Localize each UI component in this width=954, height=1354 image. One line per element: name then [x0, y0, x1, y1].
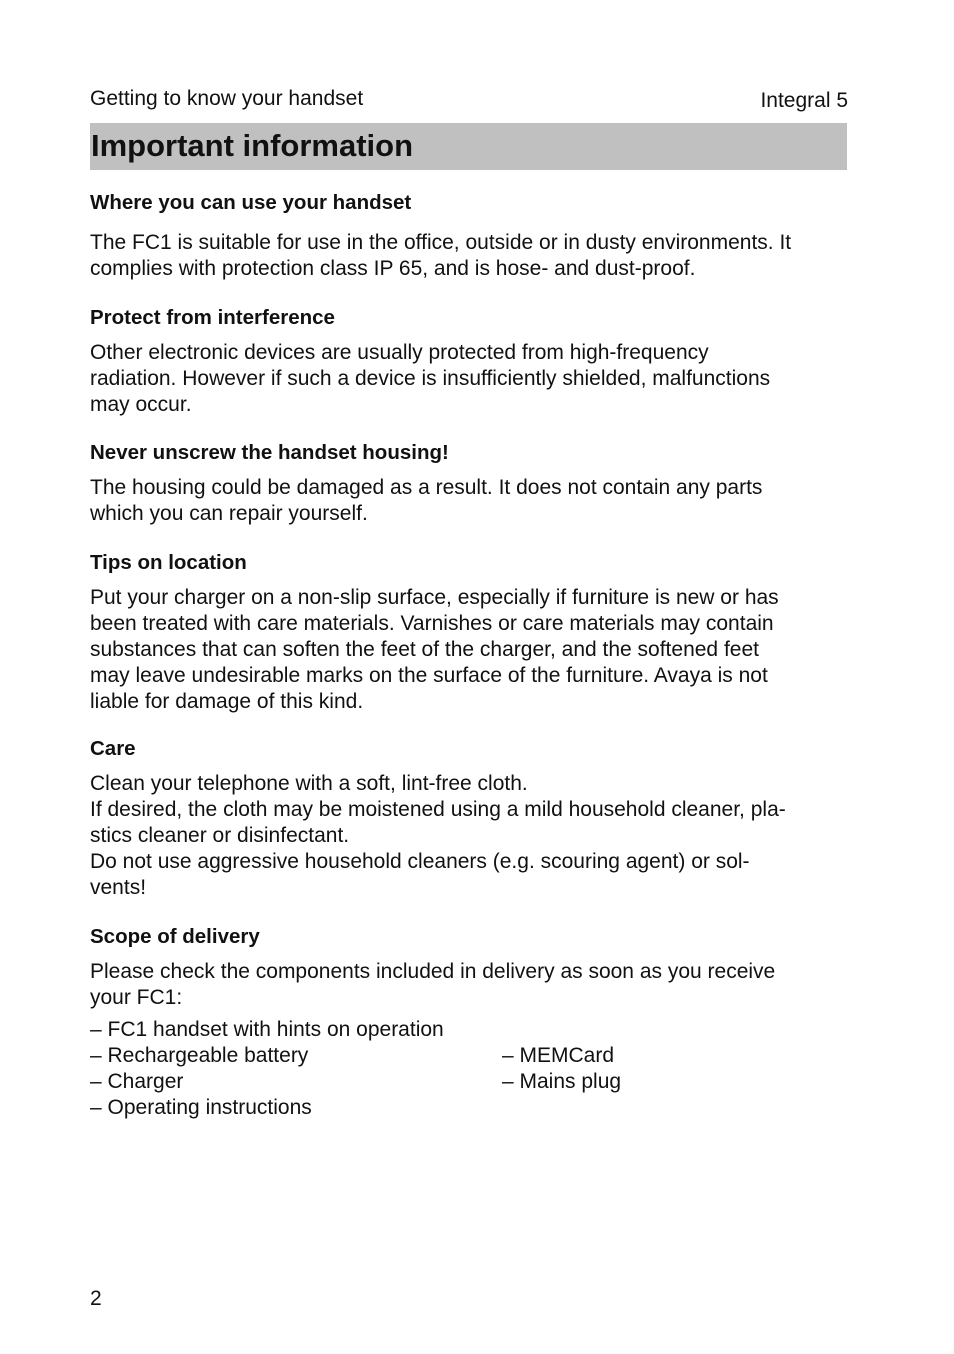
- section-heading: Protect from interference: [90, 306, 335, 329]
- section-scope-of-delivery: [90, 923, 850, 1121]
- list-item: – FC1 handset with hints on operation: [90, 1018, 444, 1041]
- section-heading: Never unscrew the handset housing!: [90, 441, 449, 464]
- body-line: Clean your telephone with a soft, lint-free cloth.: [90, 772, 528, 795]
- delivery-list: [90, 1017, 850, 1121]
- list-item: – Mains plug: [502, 1070, 622, 1093]
- body-line: may occur.: [90, 393, 192, 416]
- body-line: been treated with care materials. Varnishes or care materials may contain: [90, 612, 774, 635]
- main-content: [90, 189, 850, 1121]
- section-body: [90, 230, 850, 282]
- delivery-list-left-column: [90, 1017, 444, 1121]
- body-line: substances that can soften the feet of the charger, and the softened feet: [90, 638, 759, 661]
- section-interference: [90, 304, 850, 418]
- title-bar: [90, 123, 847, 170]
- body-line: Other electronic devices are usually protected from high-frequency: [90, 341, 709, 364]
- section-body: [90, 771, 850, 901]
- body-line: Please check the components included in delivery as soon as you receive: [90, 960, 776, 983]
- section-care: [90, 735, 850, 901]
- body-line: liable for damage of this kind.: [90, 690, 364, 713]
- section-body: [90, 340, 850, 418]
- section-heading: Where you can use your handset: [90, 191, 412, 214]
- body-line: Do not use aggressive household cleaners (e.g. scouring agent) or sol-: [90, 850, 750, 873]
- list-item: – MEMCard: [502, 1044, 615, 1067]
- section-heading: Care: [90, 737, 136, 760]
- delivery-list-right-column: [502, 1043, 621, 1095]
- body-line: stics cleaner or disinfectant.: [90, 824, 350, 847]
- section-heading: Scope of delivery: [90, 925, 260, 948]
- body-line: vents!: [90, 876, 147, 899]
- body-line: The FC1 is suitable for use in the office, outside or in dusty environments. It: [90, 231, 792, 254]
- list-item: – Charger: [90, 1070, 184, 1093]
- section-body: [90, 959, 850, 1011]
- page-title: Important information: [91, 128, 414, 163]
- section-body: [90, 585, 850, 715]
- body-line: which you can repair yourself.: [90, 502, 368, 525]
- page-number: 2: [90, 1287, 102, 1310]
- body-line: radiation. However if such a device is insufficiently shielded, malfunctions: [90, 367, 771, 390]
- running-header-product: Integral 5: [760, 89, 848, 112]
- section-where-to-use: [90, 189, 850, 282]
- section-location-tips: [90, 549, 850, 715]
- body-line: Put your charger on a non-slip surface, especially if furniture is new or has: [90, 586, 779, 609]
- body-line: complies with protection class IP 65, and is hose- and dust-proof.: [90, 257, 696, 280]
- list-item: – Rechargeable battery: [90, 1044, 309, 1067]
- body-line: your FC1:: [90, 986, 183, 1009]
- body-line: The housing could be damaged as a result. It does not contain any parts: [90, 476, 763, 499]
- body-line: If desired, the cloth may be moistened using a mild household cleaner, pla-: [90, 798, 786, 821]
- section-body: [90, 475, 850, 527]
- running-header-section: Getting to know your handset: [90, 87, 364, 110]
- body-line: may leave undesirable marks on the surface of the furniture. Avaya is not: [90, 664, 768, 687]
- section-housing-warning: [90, 439, 850, 527]
- section-heading: Tips on location: [90, 551, 247, 574]
- list-item: – Operating instructions: [90, 1096, 312, 1119]
